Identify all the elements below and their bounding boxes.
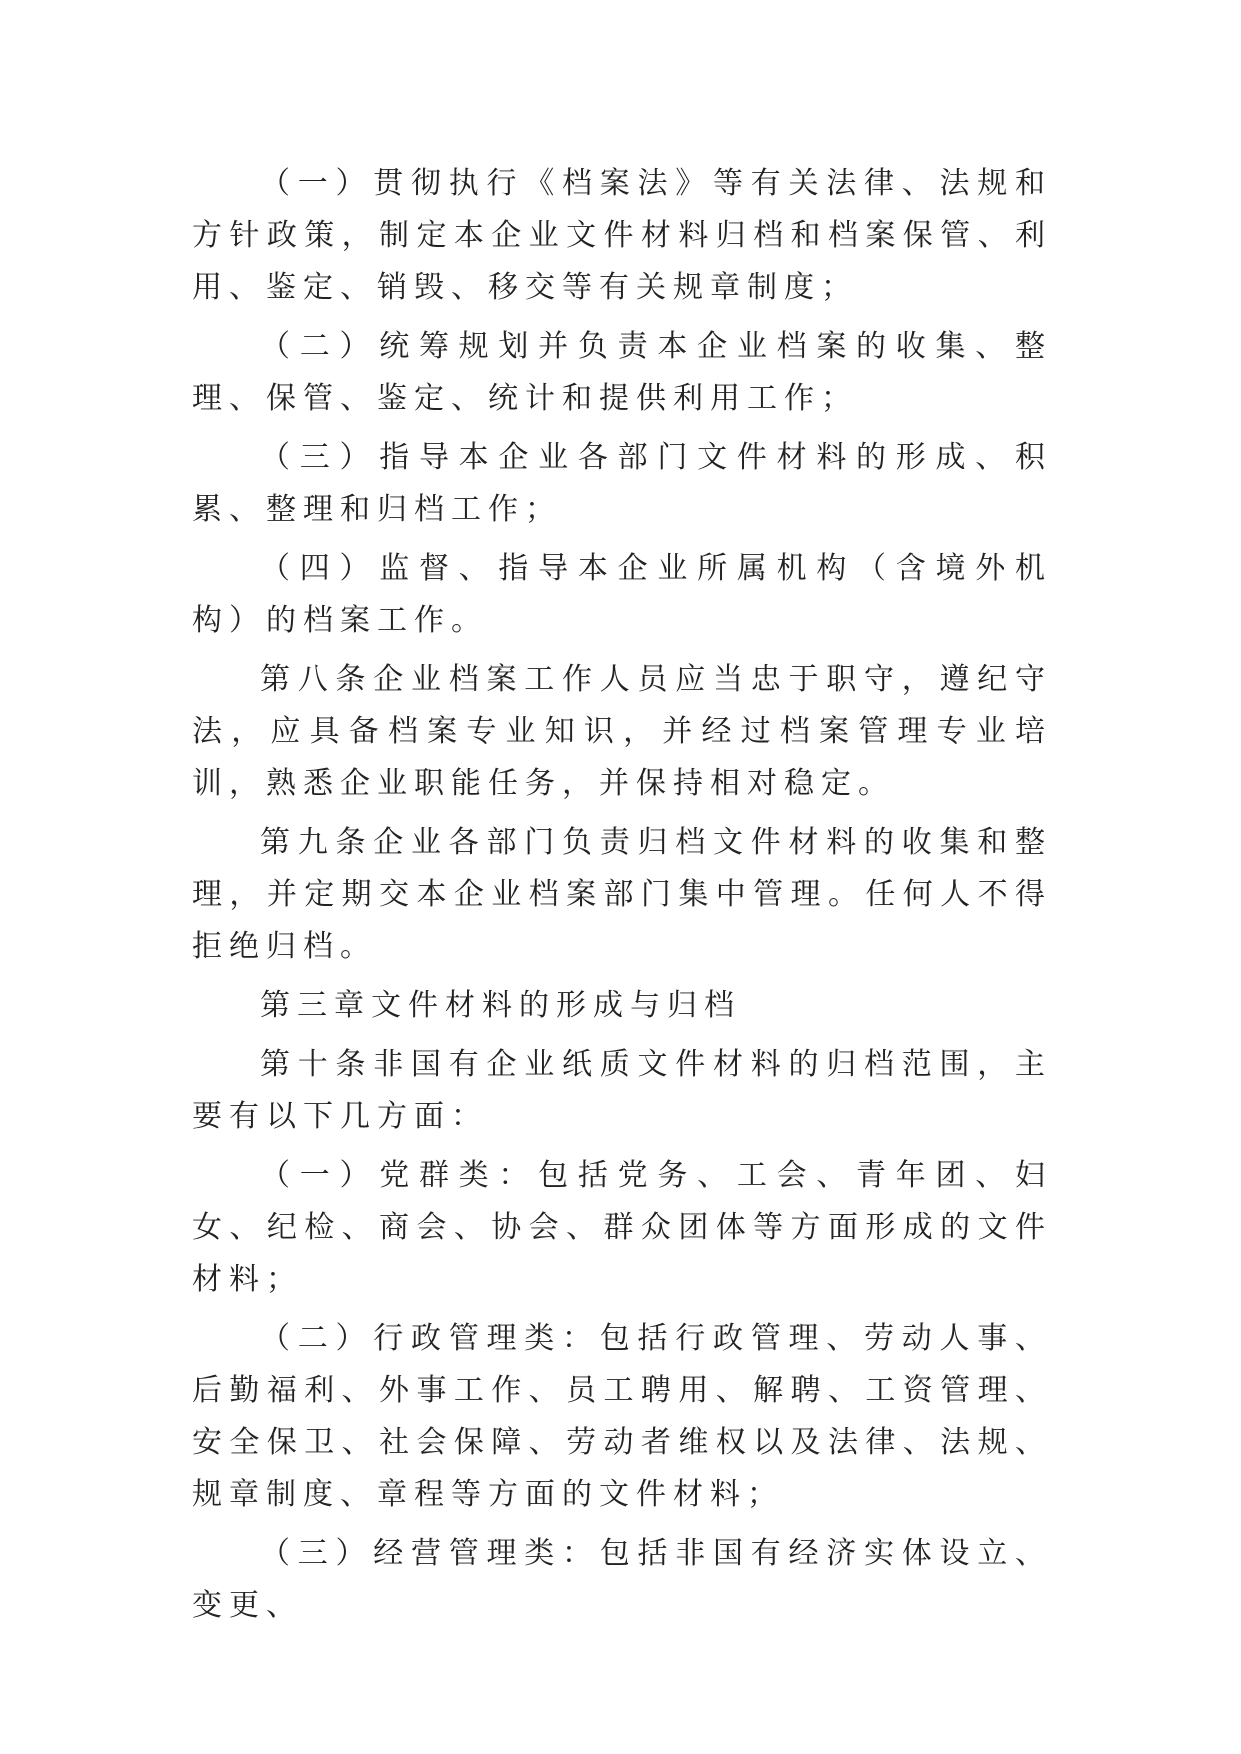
paragraph-2: （二）统筹规划并负责本企业档案的收集、整理、保管、鉴定、统计和提供利用工作； <box>192 329 1052 416</box>
article-9: 第九条企业各部门负责归档文件材料的收集和整理，并定期交本企业档案部门集中管理。任何人不得拒绝归档。 <box>192 825 1052 964</box>
item-operations: （三）经营管理类：包括非国有经济实体设立、变更、 <box>192 1536 1052 1623</box>
paragraph-3: （三）指导本企业各部门文件材料的形成、积累、整理和归档工作； <box>192 440 1052 527</box>
document-body <box>192 158 1052 1639</box>
article-10: 第十条非国有企业纸质文件材料的归档范围，主要有以下几方面： <box>192 1047 1052 1134</box>
paragraph-1: （一）贯彻执行《档案法》等有关法律、法规和方针政策，制定本企业文件材料归档和档案保管、利用、鉴定、销毁、移交等有关规章制度； <box>192 166 1052 305</box>
item-administration: （二）行政管理类：包括行政管理、劳动人事、后勤福利、外事工作、员工聘用、解聘、工资管理、安全保卫、社会保障、劳动者维权以及法律、法规、规章制度、章程等方面的文件材料； <box>192 1321 1052 1512</box>
article-8: 第八条企业档案工作人员应当忠于职守，遵纪守法，应具备档案专业知识，并经过档案管理专业培训，熟悉企业职能任务，并保持相对稳定。 <box>192 662 1052 801</box>
item-party-group: （一）党群类：包括党务、工会、青年团、妇女、纪检、商会、协会、群众团体等方面形成的文件材料； <box>192 1158 1052 1297</box>
paragraph-4: （四）监督、指导本企业所属机构（含境外机构）的档案工作。 <box>192 551 1052 638</box>
chapter-3-heading: 第三章文件材料的形成与归档 <box>260 988 741 1023</box>
